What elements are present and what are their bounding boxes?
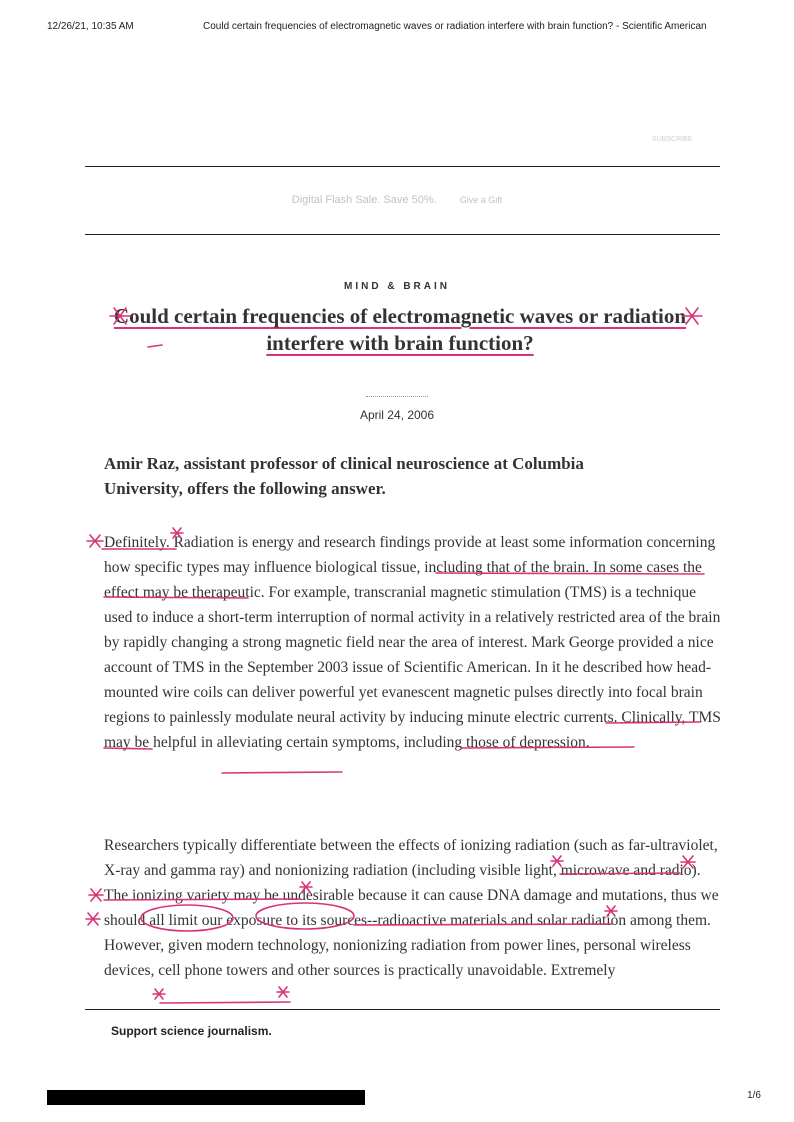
byline: Amir Raz, assistant professor of clinical neuroscience at Columbia University, offers the following answer.: [104, 454, 584, 498]
print-page-title: Could certain frequencies of electromagnetic waves or radiation interfere with brain function? - Scientific American: [203, 21, 707, 32]
section-label[interactable]: MIND & BRAIN: [344, 281, 450, 292]
faint-subscribe-mark: SUBSCRIBE: [652, 136, 693, 143]
footer-divider: [85, 1009, 720, 1010]
paragraph-2: Researchers typically differentiate between the effects of ionizing radiation (such as far-ultraviolet, X-ray and gamma ray) and nonionizing radiation (including visible light, microwave and radio). The ionizing variety may be undesirable because it can cause DNA damage and mutations, thus we should all limit our exposure to its sources--radioactive materials and solar radiation among them. However, given modern technology, nonionizing radiation from power lines, personal wireless devices, cell phone towers and other sources is practically unavoidable. Extremely: [104, 837, 719, 979]
asterisk-mark: [277, 987, 289, 997]
asterisk-mark: [89, 889, 103, 901]
underline-mark: [222, 772, 342, 773]
top-divider: [85, 166, 720, 167]
promo-banner: [0, 194, 794, 206]
promo-divider: [85, 234, 720, 235]
underline-mark: [160, 1002, 290, 1003]
print-timestamp: 12/26/21, 10:35 AM: [47, 21, 134, 32]
article-paragraph: [104, 530, 724, 755]
asterisk-mark: [86, 913, 100, 925]
support-journalism[interactable]: Support science journalism.: [111, 1024, 272, 1038]
redaction-bar: [47, 1090, 365, 1105]
page-number: 1/6: [747, 1090, 761, 1101]
article-title: [100, 303, 700, 357]
paragraph-1: Definitely. Radiation is energy and research findings provide at least some information concerning how specific types may influence biological tissue, including that of the brain. In some cases the effect may be therapeutic. For example, transcranial magnetic stimulation (TMS) is a technique used to induce a short-term interruption of normal activity in a relatively restricted area of the brain by rapidly changing a strong magnetic field near the area of interest. Mark George provided a nice account of TMS in the September 2003 issue of Scientific American. In it he described how head-mounted wire coils can deliver powerful yet evanescent magnetic pulses directly into focal brain regions to painlessly modulate neural activity by inducing minute electric currents. Clinically, TMS may be helpful in alleviating certain symptoms, including those of depression.: [104, 534, 721, 751]
give-gift-link[interactable]: Give a Gift: [459, 195, 503, 205]
flash-sale-link[interactable]: Digital Flash Sale. Save 50%.: [291, 194, 437, 206]
article-title-text: Could certain frequencies of electromagnetic waves or radiation interfere with brain function?: [113, 304, 687, 355]
article-date: April 24, 2006: [0, 396, 794, 422]
asterisk-mark: [87, 535, 103, 547]
asterisk-mark: [153, 989, 165, 999]
article-paragraph: [104, 833, 724, 983]
